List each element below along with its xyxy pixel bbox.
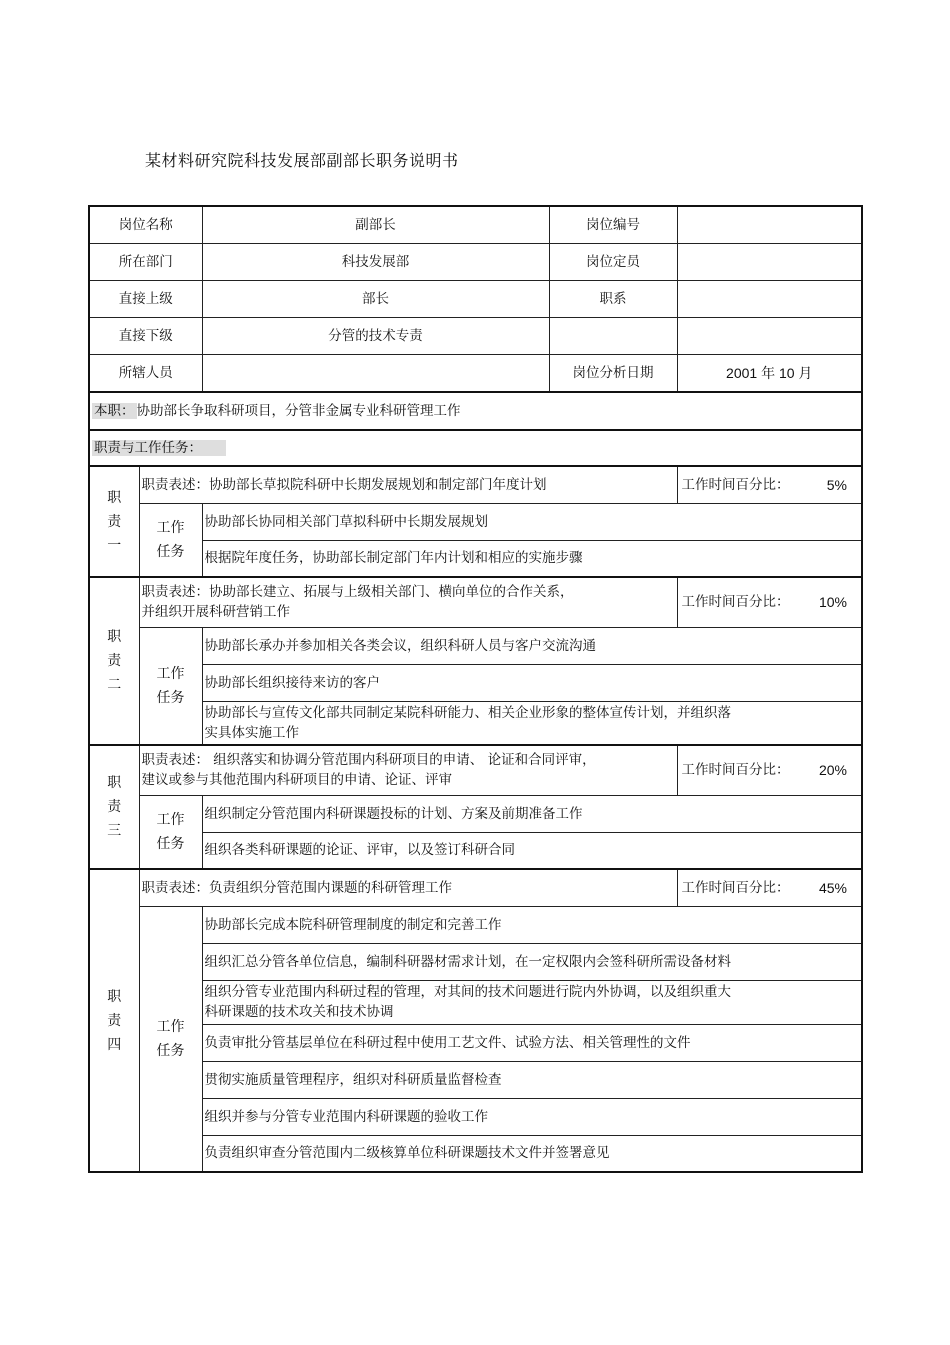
time-percent-label: 工作时间百分比： xyxy=(681,594,790,611)
field-label xyxy=(550,318,677,354)
task-row xyxy=(89,906,862,943)
duty-time-percent xyxy=(677,869,862,906)
task-row xyxy=(89,503,862,540)
header-row xyxy=(89,355,862,393)
duties-header-label: 职责与工作任务： xyxy=(92,440,226,456)
task-row xyxy=(89,1024,862,1061)
task-item: 负责审批分管基层单位在科研过程中使用工艺文件、试验方法、相关管理性的文件 xyxy=(202,1024,862,1061)
field-label: 岗位分析日期 xyxy=(572,365,654,381)
duty-description: 职责表述：协助部长草拟院科研中长期发展规划和制定部门年度计划 xyxy=(139,466,677,503)
task-row xyxy=(89,1061,862,1098)
task-row xyxy=(89,627,862,664)
header-row xyxy=(89,206,862,244)
field-pair xyxy=(202,355,677,393)
task-item: 组织各类科研课题的论证、评审，以及签订科研合同 xyxy=(202,832,862,869)
field-value: 分管的技术专责 xyxy=(203,318,550,354)
header-row xyxy=(89,281,862,318)
field-label: 岗位定员 xyxy=(586,254,640,270)
task-row xyxy=(89,980,862,1024)
header-row xyxy=(89,318,862,355)
task-item: 协助部长完成本院科研管理制度的制定和完善工作 xyxy=(202,906,862,943)
task-label: 工作 任务 xyxy=(139,503,202,577)
page-title: 某材料研究院科技发展部副部长职务说明书 xyxy=(145,151,459,170)
field-label: 所在部门 xyxy=(89,244,202,281)
duty-time-percent xyxy=(677,466,862,503)
time-percent-value: 10% xyxy=(818,594,847,611)
field-label: 职系 xyxy=(599,291,627,307)
field-label: 岗位编号 xyxy=(586,217,640,233)
duty-name: 职 责 三 xyxy=(89,745,139,869)
duty-desc-row xyxy=(89,745,862,795)
duty-name: 职 责 二 xyxy=(89,577,139,745)
field-pair xyxy=(202,281,677,318)
time-percent-value: 45% xyxy=(818,879,847,896)
benzhi-row xyxy=(89,392,862,430)
duty-desc-row xyxy=(89,466,862,503)
duty-desc-row xyxy=(89,869,862,906)
duties-header xyxy=(89,430,862,466)
task-item: 组织分管专业范围内科研过程的管理，对其间的技术问题进行院内外协调，以及组织重大 科研课题的技术攻关和技术协调 xyxy=(202,980,862,1024)
duties-header-row xyxy=(89,430,862,466)
benzhi-text: 协助部长争取科研项目，分管非金属专业科研管理工作 xyxy=(136,403,461,419)
time-percent-value: 5% xyxy=(826,476,847,493)
duty-time-percent xyxy=(677,577,862,627)
task-row xyxy=(89,1135,862,1172)
task-item: 负责组织审查分管范围内二级核算单位科研课题技术文件并签署意见 xyxy=(202,1135,862,1172)
task-row xyxy=(89,1098,862,1135)
field-value xyxy=(677,244,862,281)
duty-name: 职 责 四 xyxy=(89,869,139,1172)
benzhi-label: 本职： xyxy=(94,403,135,419)
field-pair xyxy=(202,244,677,281)
time-percent-value: 20% xyxy=(818,762,847,779)
header-row xyxy=(89,244,862,281)
task-item: 组织并参与分管专业范围内科研课题的验收工作 xyxy=(202,1098,862,1135)
field-value: 科技发展部 xyxy=(203,244,550,280)
task-item: 组织汇总分管各单位信息，编制科研器材需求计划，在一定权限内会签科研所需设备材料 xyxy=(202,943,862,980)
task-row xyxy=(89,832,862,869)
field-label: 直接下级 xyxy=(89,318,202,355)
job-description-table xyxy=(88,205,861,1173)
task-item: 贯彻实施质量管理程序，组织对科研质量监督检查 xyxy=(202,1061,862,1098)
task-label: 工作 任务 xyxy=(139,906,202,1172)
field-value xyxy=(677,206,862,244)
task-label: 工作 任务 xyxy=(139,795,202,869)
field-value: 副部长 xyxy=(203,207,550,243)
field-label: 所辖人员 xyxy=(89,355,202,393)
field-value xyxy=(203,355,550,391)
task-row xyxy=(89,795,862,832)
duty-description: 职责表述： 组织落实和协调分管范围内科研项目的申请、 论证和合同评审， 建议或参与其他范围内科研项目的申请、论证、评审 xyxy=(139,745,677,795)
benzhi-cell xyxy=(89,392,862,430)
duty-description: 职责表述：负责组织分管范围内课题的科研管理工作 xyxy=(139,869,677,906)
task-item: 根据院年度任务，协助部长制定部门年内计划和相应的实施步骤 xyxy=(202,540,862,577)
task-label: 工作 任务 xyxy=(139,627,202,745)
task-item: 协助部长组织接待来访的客户 xyxy=(202,664,862,701)
field-pair xyxy=(202,206,677,244)
task-item: 协助部长承办并参加相关各类会议，组织科研人员与客户交流沟通 xyxy=(202,627,862,664)
task-item: 协助部长协同相关部门草拟科研中长期发展规划 xyxy=(202,503,862,540)
field-label: 岗位名称 xyxy=(89,206,202,244)
duty-name: 职 责 一 xyxy=(89,466,139,577)
field-value: 2001 年 10 月 xyxy=(677,355,862,393)
field-label: 直接上级 xyxy=(89,281,202,318)
field-value xyxy=(677,318,862,355)
task-row xyxy=(89,664,862,701)
duty-desc-row xyxy=(89,577,862,627)
time-percent-label: 工作时间百分比： xyxy=(681,879,790,896)
duty-time-percent xyxy=(677,745,862,795)
duty-description: 职责表述：协助部长建立、拓展与上级相关部门、横向单位的合作关系， 并组织开展科研营销工作 xyxy=(139,577,677,627)
field-value: 部长 xyxy=(203,281,550,317)
task-row xyxy=(89,943,862,980)
task-item: 组织制定分管范围内科研课题投标的计划、方案及前期准备工作 xyxy=(202,795,862,832)
task-item: 协助部长与宣传文化部共同制定某院科研能力、相关企业形象的整体宣传计划，并组织落 实具体实施工作 xyxy=(202,701,862,745)
time-percent-label: 工作时间百分比： xyxy=(681,762,790,779)
task-row xyxy=(89,540,862,577)
time-percent-label: 工作时间百分比： xyxy=(681,476,790,493)
field-value xyxy=(677,281,862,318)
field-pair xyxy=(202,318,677,355)
task-row xyxy=(89,701,862,745)
